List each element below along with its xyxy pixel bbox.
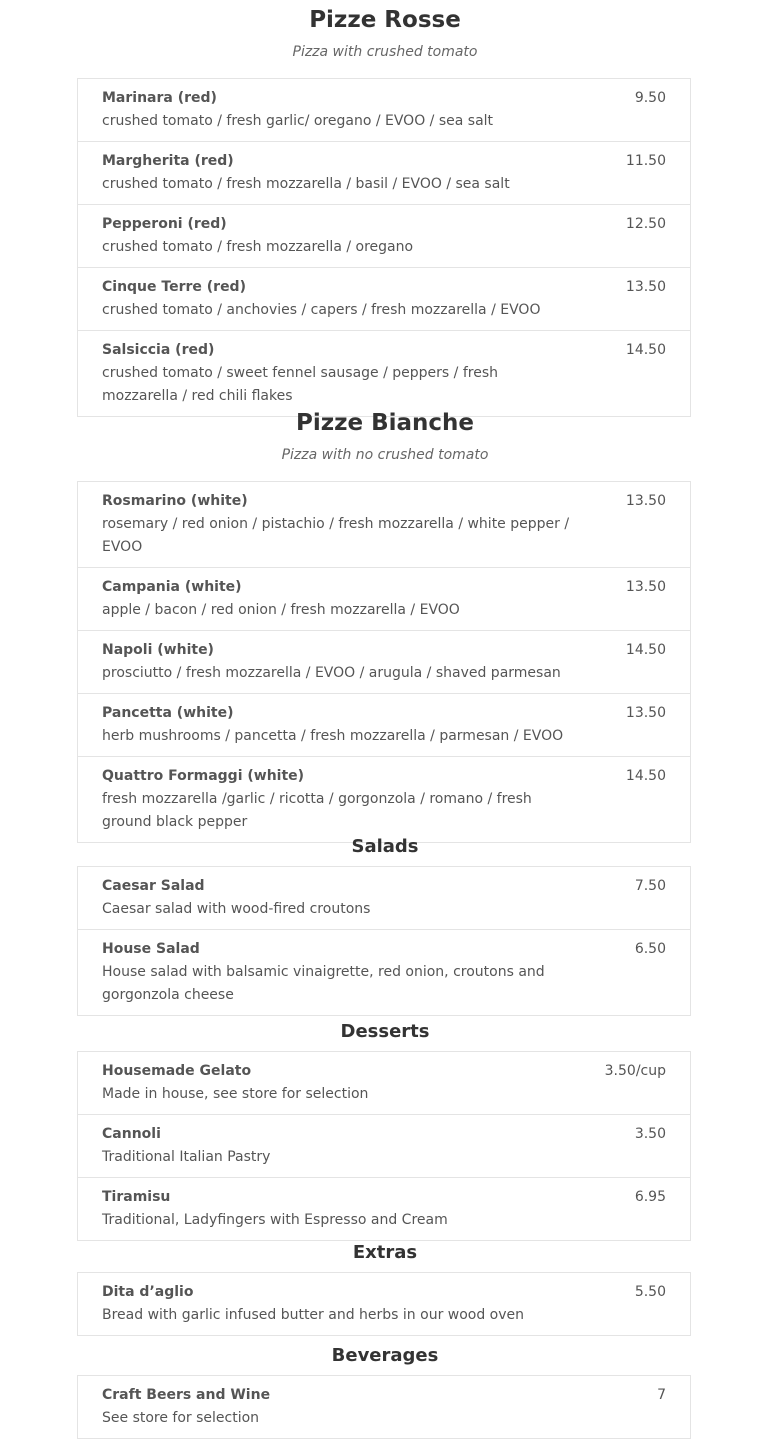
item-price: 13.50	[625, 493, 666, 509]
section-subtitle-pizze-rosse: Pizza with crushed tomato	[292, 44, 478, 60]
menu-item	[78, 204, 690, 267]
item-name: Rosmarino (white)	[102, 493, 248, 509]
item-name: Caesar Salad	[102, 878, 205, 894]
menu-item	[78, 1052, 690, 1114]
item-price: 14.50	[625, 642, 666, 658]
menu-item	[78, 330, 690, 416]
item-price: 7.50	[634, 878, 666, 894]
item-name: Napoli (white)	[102, 642, 214, 658]
item-description: crushed tomato / fresh mozzarella / oregano	[102, 239, 414, 255]
menu-item	[78, 482, 690, 567]
menu-item	[78, 79, 690, 141]
item-description: crushed tomato / anchovies / capers / fresh mozzarella / EVOO	[102, 302, 541, 318]
item-price: 7	[657, 1387, 666, 1403]
item-description: rosemary / red onion / pistachio / fresh mozzarella / white pepper / EVOO	[102, 516, 570, 555]
menu-item	[78, 567, 690, 630]
item-price: 6.50	[634, 941, 666, 957]
item-price: 5.50	[634, 1284, 666, 1300]
menu-item	[78, 267, 690, 330]
item-description: See store for selection	[102, 1410, 260, 1426]
item-description: apple / bacon / red onion / fresh mozzarella / EVOO	[102, 602, 460, 618]
item-price: 3.50	[634, 1126, 666, 1142]
menu-list-extras	[77, 1272, 691, 1336]
menu-item	[78, 929, 690, 1015]
item-description: Traditional Italian Pastry	[102, 1149, 271, 1165]
menu-item	[78, 1177, 690, 1240]
item-name: Pancetta (white)	[102, 705, 234, 721]
menu-list-pizze-bianche	[77, 481, 691, 843]
item-description: prosciutto / fresh mozzarella / EVOO / arugula / shaved parmesan	[102, 665, 561, 681]
menu-item	[78, 867, 690, 929]
menu-list-desserts	[77, 1051, 691, 1241]
item-description: crushed tomato / fresh garlic/ oregano / EVOO / sea salt	[102, 113, 494, 129]
menu-item	[78, 1114, 690, 1177]
item-name: Housemade Gelato	[102, 1063, 252, 1079]
item-name: Marinara (red)	[102, 90, 217, 106]
item-description: Caesar salad with wood-fired croutons	[102, 901, 371, 917]
section-title-pizze-rosse: Pizze Rosse	[309, 7, 461, 33]
item-name: Campania (white)	[102, 579, 242, 595]
menu-item	[78, 756, 690, 842]
section-title-extras: Extras	[352, 1242, 418, 1263]
section-title-beverages: Beverages	[331, 1345, 439, 1366]
item-price: 12.50	[625, 216, 666, 232]
item-price: 13.50	[625, 579, 666, 595]
section-subtitle-pizze-bianche: Pizza with no crushed tomato	[281, 447, 489, 463]
item-price: 11.50	[625, 153, 666, 169]
menu-item	[78, 1273, 690, 1335]
item-name: Tiramisu	[102, 1189, 171, 1205]
item-price: 14.50	[625, 768, 666, 784]
menu-list-pizze-rosse	[77, 78, 691, 417]
item-name: Cinque Terre (red)	[102, 279, 246, 295]
item-name: Margherita (red)	[102, 153, 234, 169]
item-description: Made in house, see store for selection	[102, 1086, 369, 1102]
section-title-desserts: Desserts	[340, 1021, 430, 1042]
menu-item	[78, 693, 690, 756]
item-price: 3.50/cup	[604, 1063, 666, 1079]
item-description: crushed tomato / fresh mozzarella / basil / EVOO / sea salt	[102, 176, 510, 192]
menu-item	[78, 1376, 690, 1438]
item-name: Salsiccia (red)	[102, 342, 215, 358]
item-name: Cannoli	[102, 1126, 161, 1142]
section-title-pizze-bianche: Pizze Bianche	[295, 410, 475, 436]
item-name: Craft Beers and Wine	[102, 1387, 271, 1403]
menu-list-beverages	[77, 1375, 691, 1439]
item-description: Traditional, Ladyfingers with Espresso and Cream	[102, 1212, 448, 1228]
item-price: 9.50	[634, 90, 666, 106]
item-price: 6.95	[634, 1189, 666, 1205]
item-price: 14.50	[625, 342, 666, 358]
item-description: House salad with balsamic vinaigrette, red onion, croutons and gorgonzola cheese	[102, 964, 545, 1003]
item-description: Bread with garlic infused butter and herbs in our wood oven	[102, 1307, 525, 1323]
item-name: Quattro Formaggi (white)	[102, 768, 305, 784]
menu-item	[78, 630, 690, 693]
section-title-salads: Salads	[351, 836, 419, 857]
item-description: crushed tomato / sweet fennel sausage / peppers / fresh mozzarella / red chili flakes	[102, 365, 498, 404]
item-name: House Salad	[102, 941, 200, 957]
item-price: 13.50	[625, 279, 666, 295]
menu-item	[78, 141, 690, 204]
item-price: 13.50	[625, 705, 666, 721]
item-description: fresh mozzarella /garlic / ricotta / gorgonzola / romano / fresh ground black pepper	[102, 791, 532, 830]
menu-list-salads	[77, 866, 691, 1016]
item-description: herb mushrooms / pancetta / fresh mozzarella / parmesan / EVOO	[102, 728, 564, 744]
item-name: Pepperoni (red)	[102, 216, 227, 232]
item-name: Dita d’aglio	[102, 1284, 194, 1300]
